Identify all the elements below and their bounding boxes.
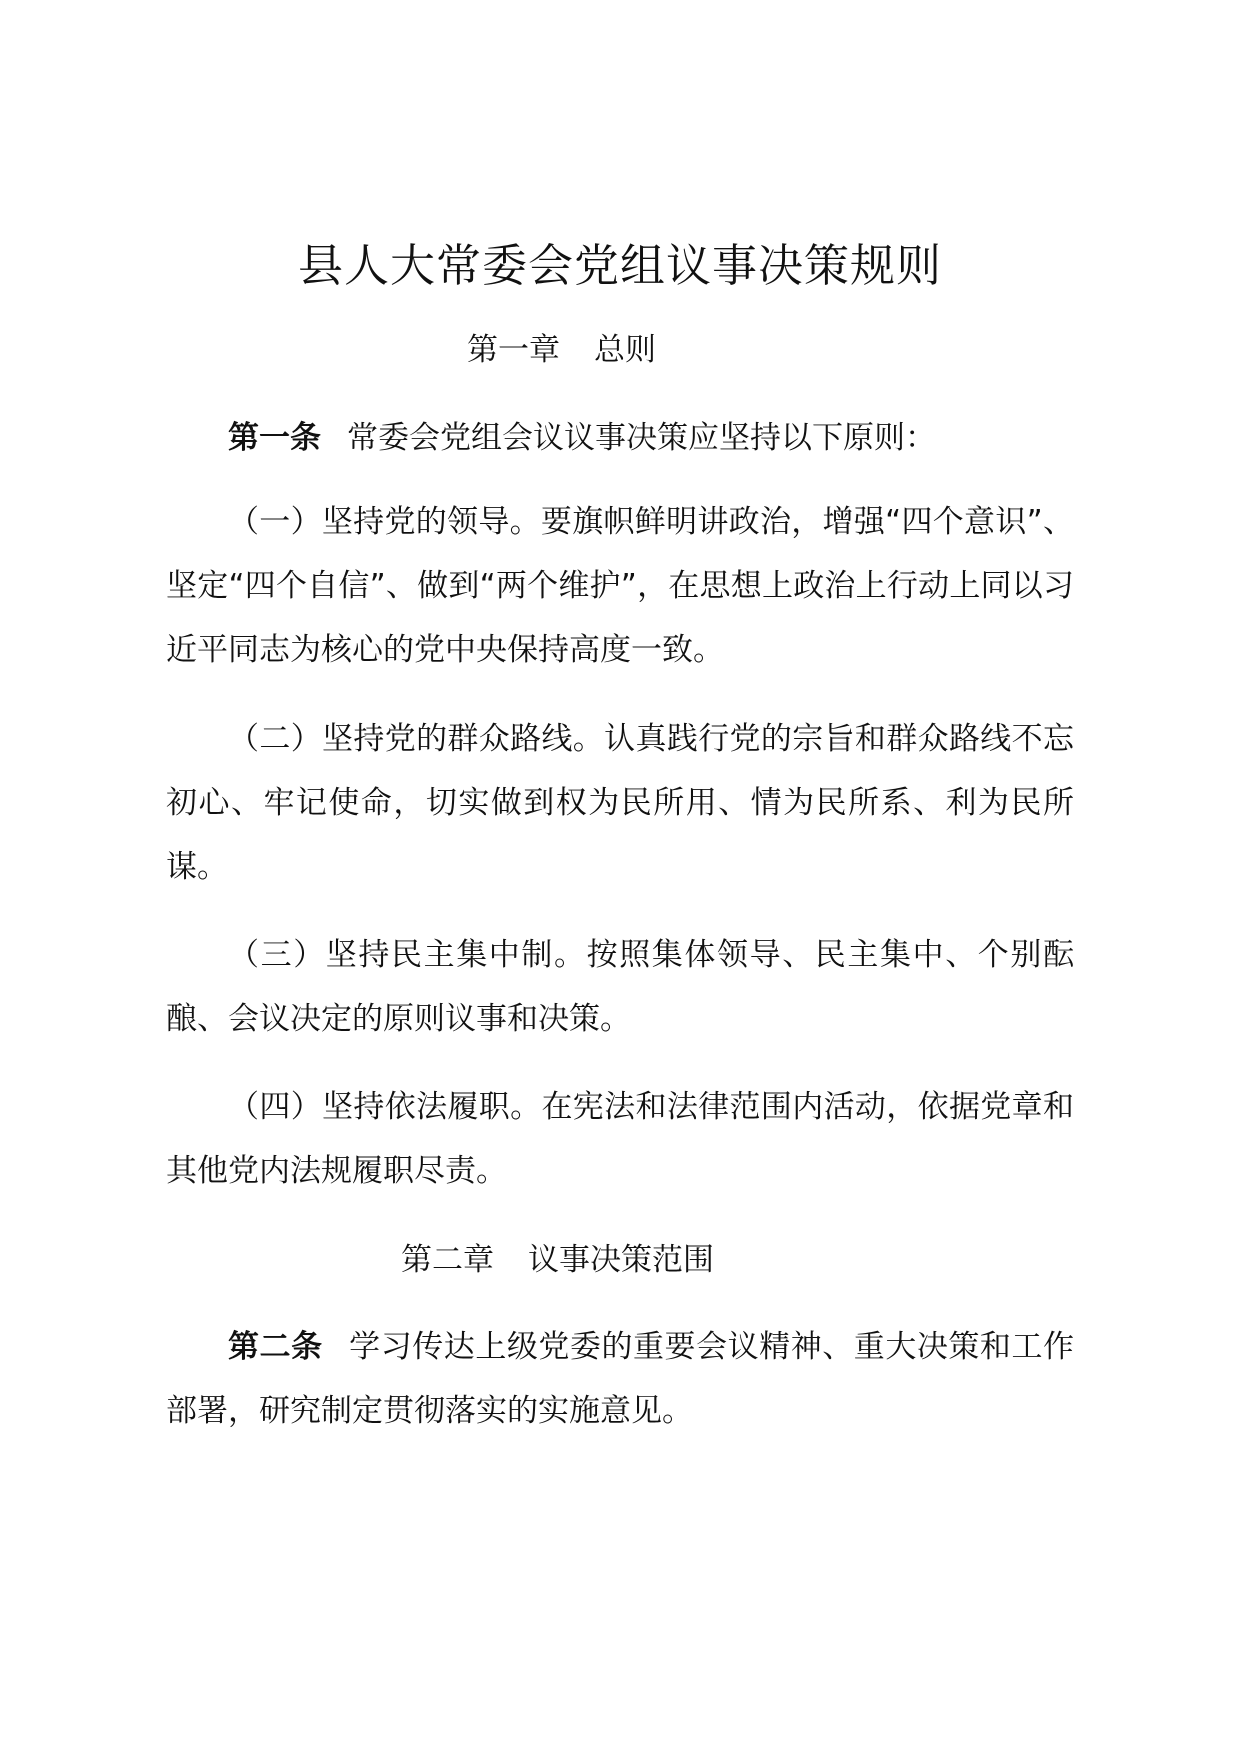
chapter-label: 第一章 <box>467 332 560 368</box>
principle-paragraph-1: （一）坚持党的领导。要旗帜鲜明讲政治，增强“四个意识”、坚定“四个自信”、做到“两个维护”，在思想上政治上行动上同以习近平同志为核心的党中央保持高度一致。 <box>166 504 1074 668</box>
principle-paragraph-2: （二）坚持党的群众路线。认真践行党的宗旨和群众路线不忘初心、牢记使命，切实做到权为民所用、情为民所系、利为民所谋。 <box>166 721 1074 885</box>
chapter-label: 第二章 <box>401 1242 494 1278</box>
article-2 <box>166 1315 1074 1443</box>
article-1 <box>166 406 1074 470</box>
article-text: 学习传达上级党委的重要会议精神、重大决策和工作部署，研究制定贯彻落实的实施意见。 <box>166 1329 1075 1429</box>
article-label: 第二条 <box>228 1329 323 1365</box>
chapter-name: 议事决策范围 <box>528 1242 714 1278</box>
article-label: 第一条 <box>228 420 321 456</box>
principle-paragraph-4: （四）坚持依法履职。在宪法和法律范围内活动，依据党章和其他党内法规履职尽责。 <box>166 1089 1074 1189</box>
document-title: 县人大常委会党组议事决策规则 <box>297 239 942 292</box>
chapter-heading-2 <box>401 1240 714 1280</box>
chapter-name: 总则 <box>594 332 656 368</box>
chapter-heading-1 <box>467 330 656 370</box>
principle-paragraph-3: （三）坚持民主集中制。按照集体领导、民主集中、个别酝酿、会议决定的原则议事和决策。 <box>166 937 1074 1037</box>
article-text: 常委会党组会议议事决策应坚持以下原则： <box>347 420 936 456</box>
